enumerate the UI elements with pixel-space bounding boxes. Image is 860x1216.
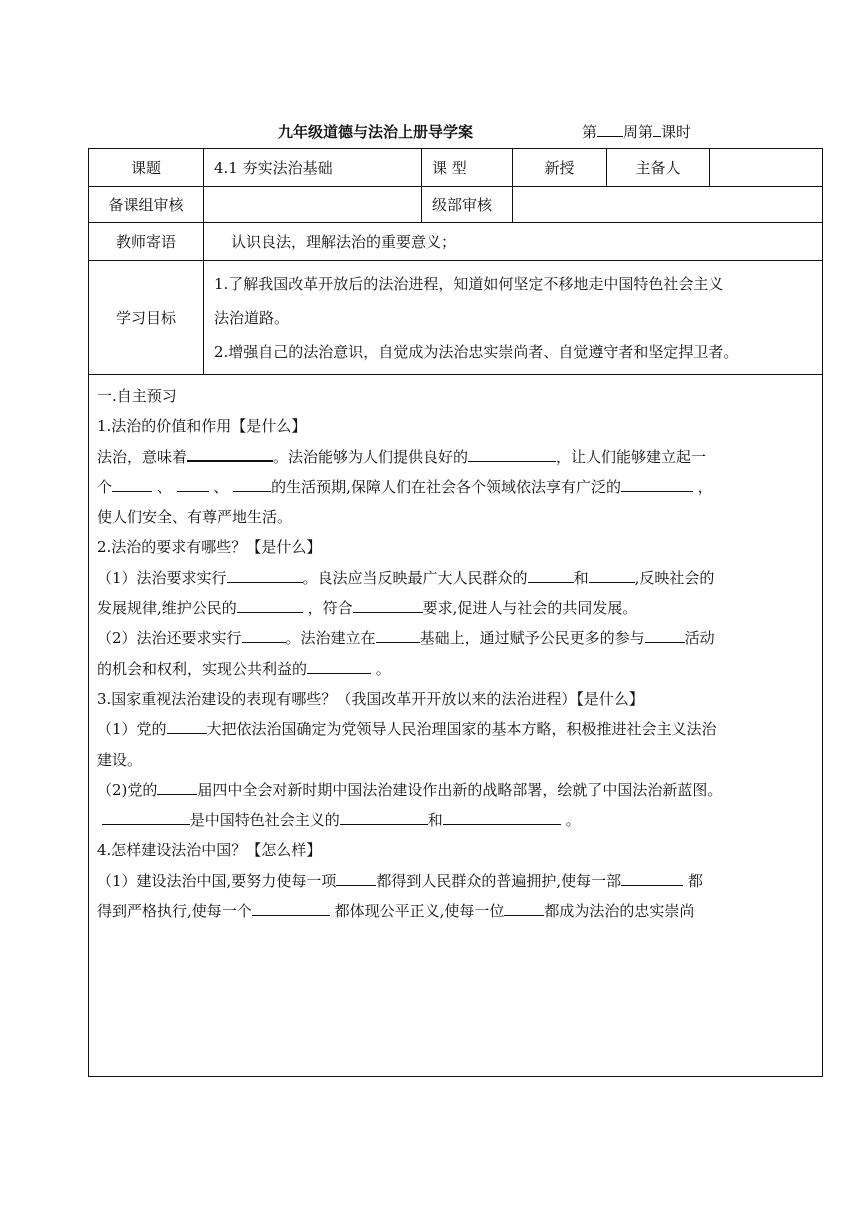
answer-blank[interactable] bbox=[504, 901, 544, 916]
answer-blank[interactable] bbox=[353, 598, 423, 613]
fill-line: 发展规律,维护公民的 ，符合 要求,促进人与社会的共同发展。 bbox=[97, 599, 638, 618]
goal-line: 1.了解我国改革开放后的法治进程，知道如何坚定不移地走中国特色社会主义 bbox=[214, 274, 724, 293]
answer-blank[interactable] bbox=[307, 659, 371, 674]
dept-review-value bbox=[513, 187, 823, 223]
section-heading: 一.自主预习 bbox=[97, 387, 177, 405]
table-row bbox=[89, 223, 823, 261]
answer-blank[interactable] bbox=[376, 628, 420, 643]
page-title bbox=[0, 121, 860, 149]
goals-label: 学习目标 bbox=[89, 261, 204, 375]
lesson-blank bbox=[653, 122, 661, 137]
answer-blank[interactable] bbox=[336, 871, 376, 886]
fill-line: （1）建设法治中国,要努力使每一项 都得到人民群众的普遍拥护,使每一部 都 bbox=[97, 871, 703, 890]
type-value: 新授 bbox=[513, 149, 607, 187]
fill-line: 建设。 bbox=[97, 750, 143, 769]
answer-blank[interactable] bbox=[233, 477, 271, 492]
answer-blank[interactable] bbox=[621, 871, 683, 886]
fill-line: 个 、 、 的生活预期,保障人们在社会各个领域依法享有广泛的 ， bbox=[97, 477, 713, 496]
answer-blank[interactable] bbox=[112, 477, 152, 492]
goal-line: 2.增强自己的法治意识，自觉成为法治忠实崇尚者、自觉遵守者和坚定捍卫者。 bbox=[214, 342, 739, 361]
fill-line: （1）党的 大把依法治国确定为党领导人民治理国家的基本方略，积极推进社会主义法治 bbox=[97, 720, 717, 739]
answer-blank[interactable] bbox=[468, 447, 556, 462]
answer-blank[interactable] bbox=[252, 901, 330, 916]
answer-blank[interactable] bbox=[167, 719, 207, 734]
lesson-plan-table bbox=[88, 148, 823, 1077]
table-row bbox=[89, 261, 823, 375]
fill-line: （1）法治要求实行 。良法应当反映最广大人民群众的 和 ,反映社会的 bbox=[97, 568, 715, 587]
period-label: 第 周第 课时 bbox=[582, 123, 692, 141]
question-title: 1.法治的价值和作用【是什么】 bbox=[97, 417, 307, 436]
answer-blank[interactable] bbox=[528, 568, 574, 583]
answer-blank[interactable] bbox=[242, 628, 286, 643]
fill-line: （2）法治还要求实行 。法治建立在 基础上，通过赋予公民更多的参与 活动 bbox=[97, 629, 715, 648]
question-title: 3.国家重视法治建设的表现有哪些？（我国改革开开放以来的法治进程）【是什么】 bbox=[97, 689, 644, 708]
table-row bbox=[89, 187, 823, 223]
answer-blank[interactable] bbox=[443, 810, 561, 825]
answer-blank[interactable] bbox=[157, 780, 197, 795]
answer-blank[interactable] bbox=[645, 628, 685, 643]
answer-blank[interactable] bbox=[237, 598, 303, 613]
group-review-label: 备课组审核 bbox=[89, 187, 204, 223]
answer-blank[interactable] bbox=[187, 446, 273, 462]
fill-line: 的机会和权利，实现公共利益的 。 bbox=[97, 659, 391, 678]
document-title: 九年级道德与法治上册导学案 bbox=[278, 123, 474, 141]
message-label: 教师寄语 bbox=[89, 223, 204, 261]
answer-blank[interactable] bbox=[589, 568, 635, 583]
goal-line: 法治道路。 bbox=[214, 308, 290, 327]
answer-blank[interactable] bbox=[227, 568, 303, 583]
table-row bbox=[89, 375, 823, 1077]
topic-label: 课题 bbox=[89, 149, 204, 187]
answer-blank[interactable] bbox=[340, 810, 428, 825]
dept-review-label: 级部审核 bbox=[422, 187, 513, 223]
answer-blank[interactable] bbox=[621, 477, 693, 492]
topic-value: 4.1 夯实法治基础 bbox=[204, 149, 422, 187]
answer-blank[interactable] bbox=[177, 477, 209, 492]
week-blank bbox=[597, 122, 623, 137]
question-title: 2.法治的要求有哪些？【是什么】 bbox=[97, 538, 322, 557]
group-review-value bbox=[204, 187, 422, 223]
host-value bbox=[710, 149, 823, 187]
table-row bbox=[89, 149, 823, 187]
host-label: 主备人 bbox=[607, 149, 710, 187]
fill-line: 法治，意味着 。法治能够为人们提供良好的 ，让人们能够建立起一 bbox=[97, 447, 707, 466]
preview-section bbox=[89, 375, 823, 1077]
fill-line: 得到严格执行,使每一个 都体现公平正义,使每一位 都成为法治的忠实崇尚 bbox=[97, 902, 695, 921]
type-label: 课 型 bbox=[422, 149, 513, 187]
fill-line: 是中国特色社会主义的 和 。 bbox=[97, 805, 814, 835]
answer-blank[interactable] bbox=[102, 810, 190, 825]
question-title: 4.怎样建设法治中国？【怎么样】 bbox=[97, 841, 322, 860]
goals-cell bbox=[204, 261, 823, 375]
message-value: 认识良法，理解法治的重要意义； bbox=[204, 223, 823, 261]
fill-line: 使人们安全、有尊严地生活。 bbox=[97, 508, 293, 527]
fill-line: （2)党的 届四中全会对新时期中国法治建设作出新的战略部署，绘就了中国法治新蓝图。 bbox=[97, 780, 723, 799]
